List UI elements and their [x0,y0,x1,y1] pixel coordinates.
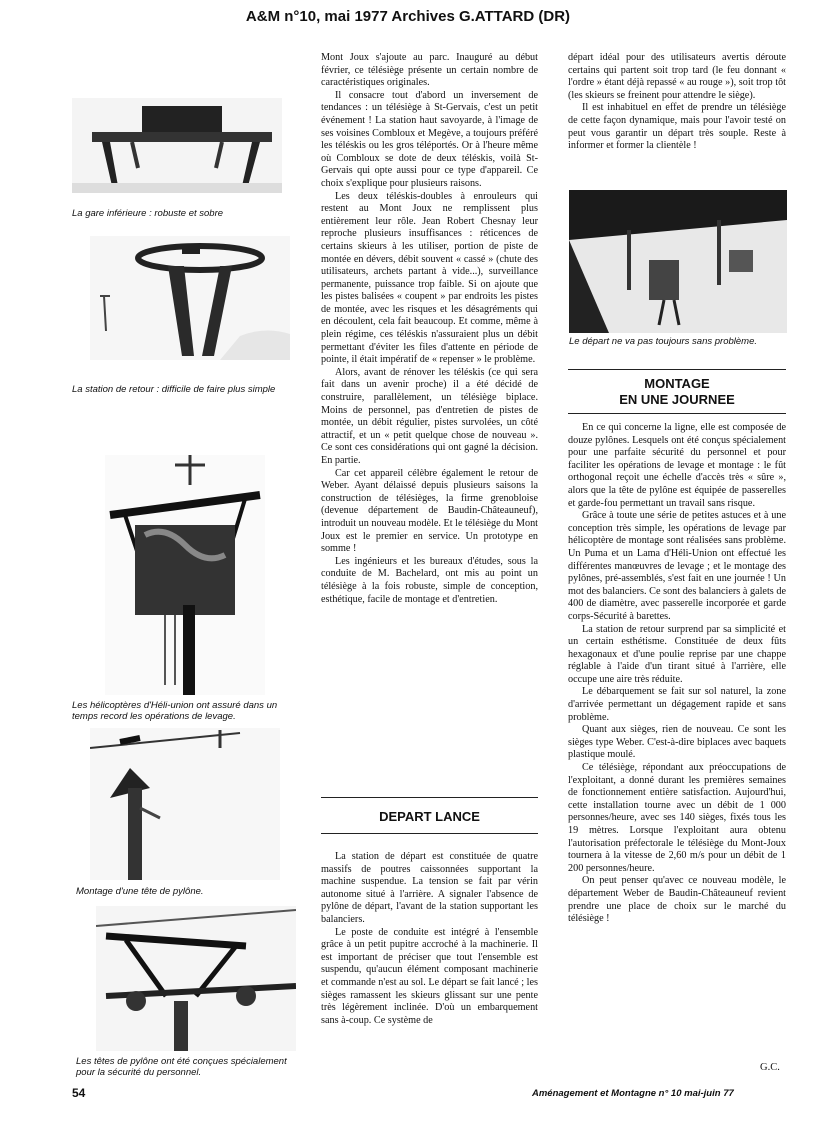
caption-pylon-head: Montage d'une tête de pylône. [76,886,204,897]
page-number: 54 [72,1086,86,1100]
paragraph: Il est inhabituel en effet de prendre un télésiège de cette façon dynamique, mais pour l'avoir testé on peut vous garantir un départ très souple. Reste à informer et former la clientèle ! [568,102,786,152]
paragraph: Quant aux sièges, rien de nouveau. Ce sont les sièges type Weber. C'est-à-dire biplaces avec baquets plastique moulé. [568,724,786,761]
photo-departure [569,190,787,333]
footer-publication: Aménagement et Montagne n° 10 mai-juin 77 [532,1088,734,1099]
caption-return-station: La station de retour : difficile de faire plus simple [72,384,276,395]
paragraph: Le débarquement se fait sur sol naturel, la zone d'arrivée permettant un dégagement rapide et sans problème. [568,686,786,723]
paragraph: Grâce à toute une série de petites astuces et à une conception très simple, les opérations de levage par hélicoptère de montage sont réalisées sans problème. Un Puma et un Lama d'Héli-Union ont effectué les différentes manœuvres de levage ; et le montage des pylônes, pré-assemblés, s'est fait en une journée ! Un mot des balanciers. Ce sont des balanciers à galets de 400 de diamètre, avec passerelle incorporée et garde corps-Sécurité à barettes. [568,510,786,622]
section-title-line: EN UNE JOURNEE [619,392,735,407]
paragraph: Les ingénieurs et les bureaux d'études, sous la conduite de M. Bachelard, ont mis au point un télésiège à la fois robuste, simple de conception, esthétique, facile de montage et d'entretien. [321,555,538,605]
photo-pylon-heads [96,906,296,1051]
section-rule [321,797,538,798]
caption-departure: Le départ ne va pas toujours sans problème. [569,336,758,347]
photo-return-station [90,236,290,360]
paragraph: Car cet appareil célèbre également le retour de Weber. Ayant délaissé depuis plusieurs saisons la construction de télésièges, la firme grenobloise (devenue département de Baudin-Châteauneuf), introduit un nouveau modèle. Et le télésiège du Mont Joux est le premier en service. Un prototype en somme ! [321,467,539,555]
section-rule [321,833,538,834]
column-2b-text [568,422,786,926]
paragraph: La station de retour surprend par sa simplicité et un certain esthétisme. Constituée de deux fûts hexagonaux et d'une poulie reprise par une chappe réglable à l'aide d'un tirant situé à l'arrière, elle occupe une aire très réduite. [568,623,786,685]
caption-lower-station: La gare inférieure : robuste et sobre [72,208,224,219]
paragraph: Ce télésiège, répondant aux préoccupations de l'exploitant, a donné durant les premières semaines de fonctionnement entière satisfaction. Aujourd'hui, cette installation tourne avec un débit de 1 000 personnes/heure, avec ses 140 sièges, fixés tous les 19 mètres. Lorsque l'exploitant aura obtenu l'autorisation préfectorale le télésiège du Mont-Joux tournera à la vitesse de 2,60 m/s pour un débit de 1 200 personnes/heure. [568,762,786,874]
photo-helicopter-lift [105,455,265,695]
column-1b-text [321,851,538,1027]
photo-lower-station [72,98,282,193]
column-2-text [568,52,786,153]
paragraph: départ idéal pour des utilisateurs avertis déroute certains qui partent soit trop tard (le feu donnant « l'ordre » étant déjà repassé « au rouge »), soit trop tôt (les skieurs se freinent pour attendre le siège). [568,52,786,101]
paragraph: Alors, avant de rénover les téléskis (ce qui sera fait dans un avenir proche) il a été décidé de construire, parallèlement, un télésiège biplace. Moins de personnel, pas d'entretien de pistes de montée, un débit régulier, pistes survolées, un côté attractif, et un « petit quelque chose de nouveau ». Ce sont ces considérations qui ont gagné la décision. En partie. [321,366,538,466]
paragraph: En ce qui concerne la ligne, elle est composée de douze pylônes. Lesquels ont été conçus spécialement pour une parfaite sécurité du personnel et pour faciliter les opérations de levage et montage : le fût orthogonal reçoit une échelle d'accès très « sûre », alors que la tête de pylône est équipée de passerelles et garde-fou permettant un travail sans risque. [568,422,786,509]
signature: G.C. [760,1062,780,1073]
paragraph: Mont Joux s'ajoute au parc. Inauguré au début février, ce télésiège présente un certain nombre de caractéristiques originales. [321,52,538,89]
section-title-line: MONTAGE [644,376,710,391]
paragraph: Le poste de conduite est intégré à l'ensemble grâce à un petit pupitre accroché à la machinerie. Il est important de préciser que tout l'ensemble est suspendu, qu'aucun élément composant machinerie et commande n'est au sol. Le départ se fait lancé ; les sièges ramassent les skieurs glissant sur une pente très légèrement inclinée. D'où un embarquement sans à-coup. Ce système de [321,926,538,1026]
paragraph: La station de départ est constituée de quatre massifs de poutres caissonnées supportant la machine suspendue. La tension se fait par vérin autonome situé à l'arrière. A signaler l'absence de pylône de départ, l'avant de la station supportant les balanciers. [321,851,538,925]
section-rule [568,413,786,414]
paragraph: On peut penser qu'avec ce nouveau modèle, le département Weber de Baudin-Châteauneuf revient prendre une place de choix sur le marché du télésiège ! [568,875,786,925]
paragraph: Les deux téléskis-doubles à enrouleurs qui restent au Mont Joux ne remplissent plus entièrement leur rôle. Jean Robert Chesnay leur reproche plusieurs insuffisances : réticences de certains skieurs à les utiliser, portion de piste de montée en dévers, débit souvent « cassé » (chute des utilisateurs, archets partant à vide...), surveillance permanente, puissance trop faible. Si on ajoute que les pistes balisées « coupent » par endroits les pistes de montée, avec les risques et les désagréments qui en découlent, cela fait beaucoup. Et comme, même à plein régime, ces téléskis n'assuraient plus un débit permettant d'éviter les files d'attente en période de pointe, il était impératif de « repenser » le problème. [321,190,538,366]
section-rule [568,369,786,370]
page-header: A&M n°10, mai 1977 Archives G.ATTARD (DR) [245,8,571,25]
paragraph: Il consacre tout d'abord un inversement de tendances : un télésiège à St-Gervais, c'est un petit événement ! La station haut savoyarde, à l'image de ses voisines Combloux et Megève, a toujours préféré les téléskis ou les gros téléportés. Or à l'heure même où Combloux se dote de deux téléskis, voilà St-Gervais qui opte aussi pour ce type d'appareil. Ce choix s'explique pour plusieurs raisons. [321,89,538,189]
section-title-depart: DEPART LANCE [379,809,480,824]
caption-pylon-heads: Les têtes de pylône ont été conçues spécialement pour la sécurité du personnel. [76,1056,287,1078]
column-1-text [321,52,538,606]
caption-helicopters: Les hélicoptères d'Héli-union ont assuré dans un temps record les opérations de levage. [72,700,278,722]
photo-pylon-head-mounting [90,728,280,880]
section-title-montage [568,376,786,408]
